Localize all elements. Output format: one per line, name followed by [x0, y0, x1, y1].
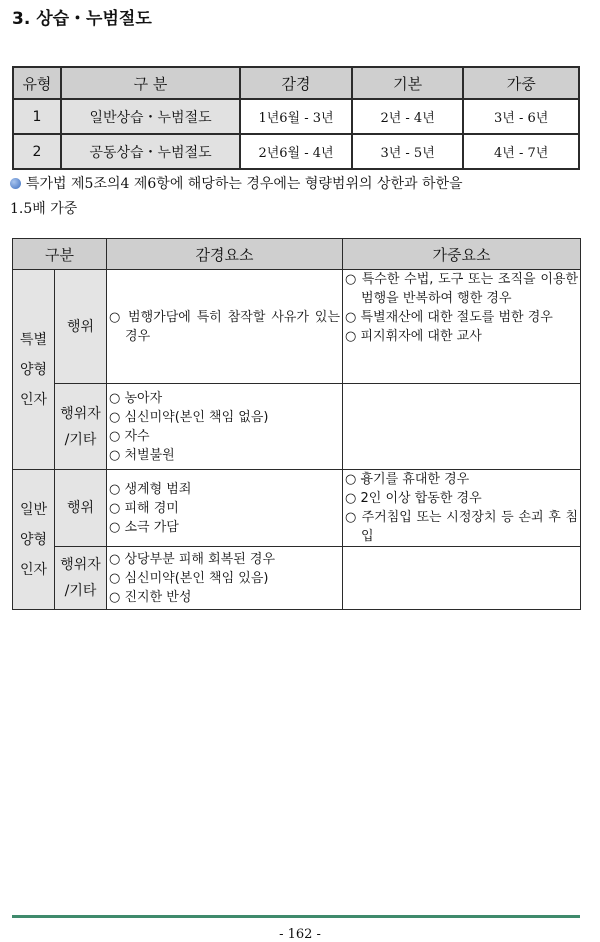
header-division: 구분 — [13, 239, 107, 270]
table-row — [13, 270, 581, 384]
bullet-icon — [10, 178, 21, 189]
special-actor-mitigating — [107, 384, 343, 470]
row-basic: 2년 - 4년 — [352, 99, 464, 134]
row-number: 2 — [13, 134, 61, 169]
special-act-label: 행위 — [55, 270, 107, 384]
general-actor-aggravating — [343, 547, 581, 610]
list-item: ○ 심신미약(본인 책임 없음) — [109, 408, 340, 427]
list — [107, 389, 342, 465]
row-reduced: 2년6월 - 4년 — [240, 134, 352, 169]
general-act-mitigating — [107, 470, 343, 547]
sentence-table-header-row — [13, 67, 579, 99]
general-act-label: 행위 — [55, 470, 107, 547]
header-reduced: 감경 — [240, 67, 352, 99]
row-basic: 3년 - 5년 — [352, 134, 464, 169]
header-type: 유형 — [13, 67, 61, 99]
page-number: - 162 - — [279, 927, 321, 942]
factor-table-header-row — [13, 239, 581, 270]
table-row — [13, 547, 581, 610]
table-row — [13, 99, 579, 134]
header-mitigating: 감경요소 — [107, 239, 343, 270]
list-item: ○ 심신미약(본인 책임 있음) — [109, 569, 340, 588]
list-item: ○ 생계형 범죄 — [109, 480, 340, 499]
table-row — [13, 470, 581, 547]
special-actor-label: 행위자 /기타 — [55, 384, 107, 470]
list-item: ○ 소극 가담 — [109, 518, 340, 537]
list-item: ○ 상당부분 피해 회복된 경우 — [109, 550, 340, 569]
row-reduced: 1년6월 - 3년 — [240, 99, 352, 134]
list-item: ○ 범행가담에 특히 참작할 사유가 있는 경우 — [109, 308, 340, 346]
row-aggravated: 4년 - 7년 — [463, 134, 579, 169]
header-aggravated: 가중 — [463, 67, 579, 99]
list-item: ○ 피해 경미 — [109, 499, 340, 518]
special-act-aggravating — [343, 270, 581, 384]
general-factor-group-label: 일반 양형 인자 — [13, 470, 55, 610]
note-line-1: 특가법 제5조의4 제6항에 해당하는 경우에는 형량범위의 상한과 하한을 — [26, 176, 463, 192]
list-item: ○ 진지한 반성 — [109, 588, 340, 607]
header-aggravating: 가중요소 — [343, 239, 581, 270]
footer-divider — [12, 915, 580, 918]
list-item: ○ 2인 이상 합동한 경우 — [345, 489, 578, 508]
general-actor-label: 행위자 /기타 — [55, 547, 107, 610]
note-line-2: 1.5배 가중 — [10, 201, 78, 217]
list-item: ○ 처벌불원 — [109, 446, 340, 465]
list — [343, 470, 580, 546]
section-title: 3. 상습・누범절도 — [12, 9, 152, 29]
row-name: 공동상습・누범절도 — [61, 134, 240, 169]
row-name: 일반상습・누범절도 — [61, 99, 240, 134]
special-actor-aggravating — [343, 384, 581, 470]
list-item: ○ 특수한 수법, 도구 또는 조직을 이용한 범행을 반복하여 행한 경우 — [345, 270, 578, 308]
general-act-aggravating — [343, 470, 581, 547]
special-act-mitigating — [107, 270, 343, 384]
special-factor-group-label: 특별 양형 인자 — [13, 270, 55, 470]
list-item: ○ 농아자 — [109, 389, 340, 408]
table-row — [13, 384, 581, 470]
sentence-range-table — [12, 66, 580, 170]
aggravation-note — [10, 172, 582, 222]
list-item: ○ 피지휘자에 대한 교사 — [345, 327, 578, 346]
list — [107, 480, 342, 537]
list-item: ○ 특별재산에 대한 절도를 범한 경우 — [345, 308, 578, 327]
list-item: ○ 주거침입 또는 시정장치 등 손괴 후 침입 — [345, 508, 578, 546]
table-row — [13, 134, 579, 169]
list-item: ○ 자수 — [109, 427, 340, 446]
general-actor-mitigating — [107, 547, 343, 610]
header-basic: 기본 — [352, 67, 464, 99]
header-category: 구 분 — [61, 67, 240, 99]
list-item: ○ 흉기를 휴대한 경우 — [345, 470, 578, 489]
row-number: 1 — [13, 99, 61, 134]
list — [343, 270, 580, 346]
list — [107, 550, 342, 607]
row-aggravated: 3년 - 6년 — [463, 99, 579, 134]
list — [107, 308, 342, 346]
sentencing-factor-table — [12, 238, 581, 610]
